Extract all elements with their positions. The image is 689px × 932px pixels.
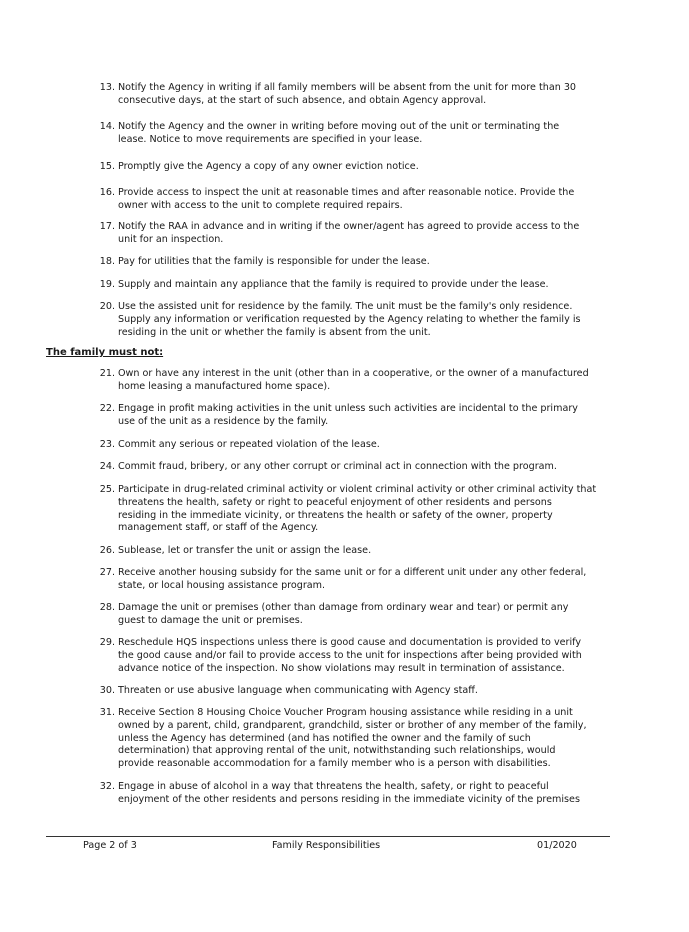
item-text: Provide access to inspect the unit at reasonable times and after reasonable notice. Provide the owner with access to the unit to complete required repairs. (118, 187, 575, 211)
item-number: 26. (99, 545, 115, 556)
list-item (95, 781, 615, 807)
item-text: Notify the Agency in writing if all family members will be absent from the unit for more than 30 consecutive days, at the start of such absence, and obtain Agency approval. (118, 82, 577, 106)
list-item (95, 707, 615, 771)
list-item (95, 161, 615, 174)
list-item (95, 301, 615, 339)
item-number: 22. (99, 403, 115, 414)
item-number: 23. (99, 439, 115, 450)
list-item (95, 221, 615, 247)
footer-date: 01/2020 (537, 840, 577, 851)
item-text: Receive Section 8 Housing Choice Voucher Program housing assistance while residing in a unit owned by a parent, child, grandparent, grandchild, sister or brother of any member of the family, unless the Agency has determined (and has notified the owner and the family of such determination) that approving rental of the unit, notwithstanding such relationships, would provide reasonable accommodation for a family member who is a person with disabilities. (118, 707, 587, 770)
item-text: Commit any serious or repeated violation of the lease. (118, 439, 380, 450)
item-number: 32. (99, 781, 115, 792)
item-number: 30. (99, 685, 115, 696)
list-item (95, 403, 615, 429)
item-number: 31. (99, 707, 115, 718)
item-number: 21. (99, 368, 115, 379)
item-number: 18. (99, 256, 115, 267)
list-item (95, 637, 615, 675)
item-text: Receive another housing subsidy for the same unit or for a different unit under any other federal, state, or local housing assistance program. (118, 567, 587, 591)
item-number: 25. (99, 484, 115, 495)
item-text: Threaten or use abusive language when communicating with Agency staff. (118, 685, 478, 696)
item-text: Supply and maintain any appliance that the family is required to provide under the lease. (118, 279, 549, 290)
list-item (95, 685, 615, 698)
item-number: 28. (99, 602, 115, 613)
list-item (95, 187, 615, 213)
item-text: Engage in profit making activities in the unit unless such activities are incidental to the primary use of the unit as a residence by the family. (118, 403, 578, 427)
item-number: 29. (99, 637, 115, 648)
item-number: 16. (99, 187, 115, 198)
list-item (95, 121, 615, 147)
item-number: 27. (99, 567, 115, 578)
item-number: 19. (99, 279, 115, 290)
footer-divider (46, 836, 610, 837)
item-number: 13. (99, 82, 115, 93)
list-item (95, 602, 615, 628)
item-number: 14. (99, 121, 115, 132)
list-item (95, 256, 615, 269)
list-item (95, 82, 615, 108)
item-number: 24. (99, 461, 115, 472)
item-text: Reschedule HQS inspections unless there is good cause and documentation is provided to verify the good cause and/or fail to provide access to the unit for inspections after being provided with advance notice of the inspection. No show violations may result in termination of assistance. (118, 637, 582, 674)
item-text: Notify the Agency and the owner in writing before moving out of the unit or terminating the lease. Notice to move requirements are specified in your lease. (118, 121, 560, 145)
list-item (95, 279, 615, 292)
list-item (95, 368, 615, 394)
must-not-heading: The family must not: (46, 347, 164, 358)
item-text: Notify the RAA in advance and in writing if the owner/agent has agreed to provide access to the unit for an inspection. (118, 221, 580, 245)
item-text: Sublease, let or transfer the unit or assign the lease. (118, 545, 372, 556)
footer-title: Family Responsibilities (272, 840, 381, 851)
item-text: Use the assisted unit for residence by the family. The unit must be the family's only residence. Supply any information or verification requested by the Agency relating to whether the family is residing in the unit or whether the family is absent from the unit. (118, 301, 581, 338)
list-item (95, 567, 615, 593)
item-number: 17. (99, 221, 115, 232)
item-text: Participate in drug-related criminal activity or violent criminal activity or other criminal activity that threatens the health, safety or right to peaceful enjoyment of other residents and persons residing in the immediate vicinity, or threatens the health or safety of the owner, property management staff, or staff of the Agency. (118, 484, 597, 534)
item-number: 15. (99, 161, 115, 172)
item-text: Engage in abuse of alcohol in a way that threatens the health, safety, or right to peaceful enjoyment of the other residents and persons residing in the immediate vicinity of the premises (118, 781, 580, 805)
item-text: Commit fraud, bribery, or any other corrupt or criminal act in connection with the program. (118, 461, 557, 472)
list-item (95, 439, 615, 452)
item-text: Pay for utilities that the family is responsible for under the lease. (118, 256, 430, 267)
footer-page-number: Page 2 of 3 (83, 840, 137, 851)
list-item (95, 545, 615, 558)
list-item (95, 484, 615, 535)
item-text: Promptly give the Agency a copy of any owner eviction notice. (118, 161, 419, 172)
item-number: 20. (99, 301, 115, 312)
item-text: Damage the unit or premises (other than damage from ordinary wear and tear) or permit any guest to damage the unit or premises. (118, 602, 569, 626)
list-item (95, 461, 615, 474)
item-text: Own or have any interest in the unit (other than in a cooperative, or the owner of a manufactured home leasing a manufactured home space). (118, 368, 589, 392)
